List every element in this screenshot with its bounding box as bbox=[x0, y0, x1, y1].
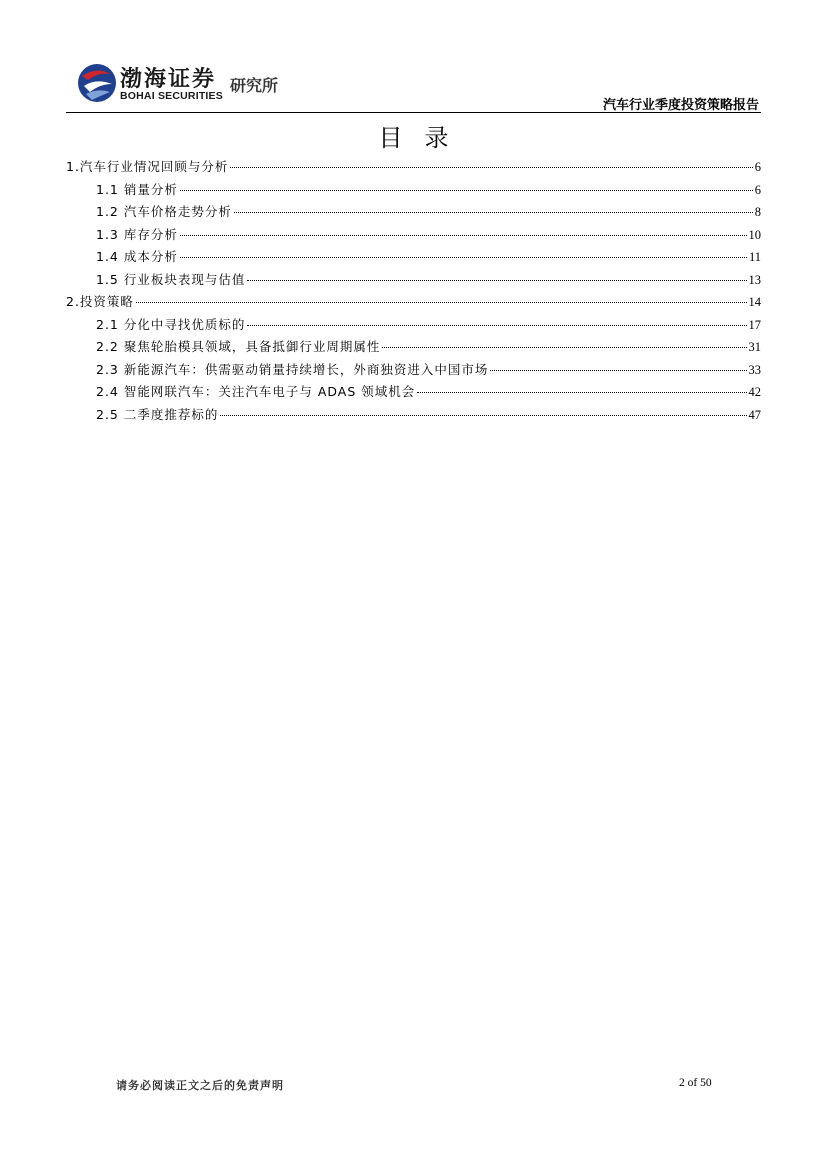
toc-entry[interactable] bbox=[66, 270, 761, 293]
toc-leader-dots bbox=[230, 167, 752, 168]
toc-entry-page: 13 bbox=[748, 272, 761, 287]
toc-entry[interactable] bbox=[66, 315, 761, 338]
table-of-contents bbox=[66, 157, 761, 427]
toc-entry-label: 2.2 聚焦轮胎模具领域，具备抵御行业周期属性 bbox=[96, 339, 381, 354]
toc-entry[interactable] bbox=[66, 292, 761, 315]
toc-entry[interactable] bbox=[66, 382, 761, 405]
toc-entry-page: 17 bbox=[748, 317, 761, 332]
toc-entry[interactable] bbox=[66, 247, 761, 270]
toc-entry-label: 1.2 汽车价格走势分析 bbox=[96, 204, 232, 219]
toc-entry[interactable] bbox=[66, 202, 761, 225]
toc-leader-dots bbox=[417, 392, 746, 393]
toc-entry-label: 1.1 销量分析 bbox=[96, 181, 178, 197]
toc-entry[interactable] bbox=[66, 405, 761, 428]
toc-entry-page: 6 bbox=[754, 182, 761, 197]
report-title: 汽车行业季度投资策略报告 bbox=[602, 98, 759, 113]
toc-entry-label: 1.5 行业板块表现与估值 bbox=[96, 271, 246, 287]
toc-entry-page: 31 bbox=[748, 340, 761, 354]
header-divider bbox=[66, 112, 761, 113]
toc-leader-dots bbox=[382, 347, 746, 348]
footer-page-number: 2 of 50 bbox=[679, 1077, 712, 1089]
toc-leader-dots bbox=[490, 370, 746, 371]
toc-leader-dots bbox=[247, 325, 746, 326]
brand-name-cn: 渤海证券 bbox=[120, 66, 217, 92]
toc-title: 目录 bbox=[378, 124, 471, 152]
toc-entry-page: 6 bbox=[754, 160, 761, 174]
toc-entry-page: 42 bbox=[748, 385, 761, 399]
toc-entry[interactable] bbox=[66, 180, 761, 203]
toc-entry-label: 1.4 成本分析 bbox=[96, 249, 178, 264]
toc-entry-label: 2.1 分化中寻找优质标的 bbox=[96, 316, 246, 332]
toc-entry-page: 10 bbox=[748, 227, 761, 242]
brand-department: 研究所 bbox=[230, 76, 279, 95]
bohai-logo-icon bbox=[76, 62, 118, 104]
toc-leader-dots bbox=[180, 190, 753, 191]
brand-name-en: BOHAI SECURITIES bbox=[120, 90, 223, 102]
toc-entry-label: 2.5 二季度推荐标的 bbox=[96, 406, 219, 422]
toc-entry-page: 33 bbox=[748, 362, 761, 377]
toc-leader-dots bbox=[220, 415, 746, 416]
toc-entry-label: 2.投资策略 bbox=[66, 294, 134, 309]
toc-entry-label: 1.汽车行业情况回顾与分析 bbox=[66, 159, 229, 174]
toc-leader-dots bbox=[247, 280, 746, 281]
footer-disclaimer: 请务必阅读正文之后的免责声明 bbox=[116, 1079, 284, 1092]
toc-leader-dots bbox=[180, 235, 747, 236]
toc-entry[interactable] bbox=[66, 360, 761, 383]
toc-leader-dots bbox=[234, 212, 753, 213]
page-header bbox=[0, 0, 827, 115]
toc-entry[interactable] bbox=[66, 225, 761, 248]
toc-entry-page: 8 bbox=[754, 205, 761, 219]
toc-entry-label: 2.3 新能源汽车：供需驱动销量持续增长，外商独资进入中国市场 bbox=[96, 361, 489, 377]
toc-entry-label: 1.3 库存分析 bbox=[96, 226, 178, 242]
toc-entry-page: 14 bbox=[748, 295, 761, 309]
toc-leader-dots bbox=[180, 257, 747, 258]
toc-entry-label: 2.4 智能网联汽车：关注汽车电子与 ADAS 领域机会 bbox=[96, 384, 416, 399]
toc-entry[interactable] bbox=[66, 157, 761, 180]
toc-entry-page: 47 bbox=[748, 407, 761, 422]
toc-leader-dots bbox=[136, 302, 747, 303]
toc-entry[interactable] bbox=[66, 337, 761, 360]
toc-entry-page: 11 bbox=[748, 250, 761, 264]
